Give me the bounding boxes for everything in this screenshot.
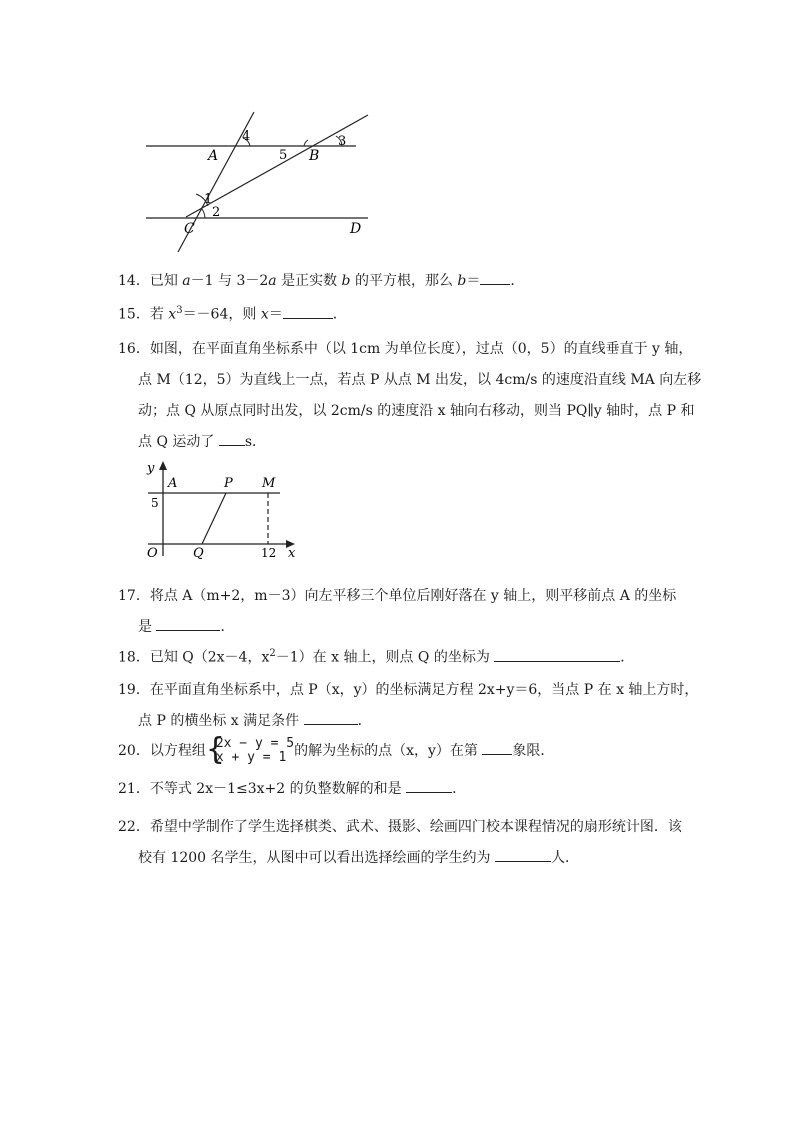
angle-arc-5 [304, 140, 308, 146]
equation-2: x + y = 1 [215, 750, 287, 765]
label-point-a: A [208, 148, 219, 164]
question-number: 20． [118, 743, 150, 759]
equation-1: 2x − y = 5 [215, 736, 295, 751]
label-5: 5 [151, 496, 159, 510]
equation-system: { 2x − y = 5 x + y = 1 [205, 732, 295, 767]
label-y: y [147, 461, 155, 476]
line-cb [186, 115, 368, 217]
answer-blank [480, 270, 510, 285]
answer-blank [219, 431, 245, 446]
label-12: 12 [261, 546, 277, 560]
question-number: 17． [118, 588, 150, 604]
question-19: 19．在平面直角坐标系中，点 P（x，y）的坐标满足方程 2x+y＝6，当点 P 在 x 轴上方时， 点 P 的横坐标 x 满足条件 ． [118, 682, 699, 729]
answer-blank [495, 847, 551, 862]
figure-coordinate-plane [140, 458, 305, 563]
question-number: 22． [118, 819, 150, 835]
question-number: 18． [118, 649, 150, 666]
question-number: 16． [118, 341, 150, 357]
question-number: 15． [118, 306, 150, 323]
label-angle-2: 2 [212, 205, 221, 220]
label-point-c: C [184, 221, 195, 237]
question-17: 17．将点 A（m+2，m－3）向左平移三个单位后刚好落在 y 轴上，则平移前点 A 的坐标 是 ． [118, 588, 677, 635]
question-14: 14．已知 a－1 与 3－2a 是正实数 b 的平方根，那么 b＝ ． [118, 270, 524, 291]
label-o: O [147, 546, 158, 561]
label-p: P [224, 476, 233, 491]
y-axis-arrow [159, 461, 167, 470]
question-22: 22．希望中学制作了学生选择棋类、武术、摄影、绘画四门校本课程情况的扇形统计图．该 校有 1200 名学生，从图中可以看出选择绘画的学生约为 人． [118, 819, 682, 866]
question-16: 16．如图，在平面直角坐标系中（以 1cm 为单位长度），过点（0，5）的直线垂直于 y 轴， 点 M（12，5）为直线上一点，若点 P 从点 M 出发，以 4cm/s 的速度沿直线 MA 向左移 动；点 Q 从原点同时出发，以 2cm/s 的速度沿 x 轴向右移动，则当 PQ∥y 轴时，点 P 和 点 Q 运动了 s． [118, 341, 702, 450]
label-x: x [288, 546, 296, 561]
label-angle-5: 5 [279, 148, 288, 163]
angle-arc-2 [202, 209, 205, 218]
label-q: Q [193, 546, 204, 561]
question-20: 20．以方程组 { 2x − y = 5 x + y = 1 的解为坐标的点（x，y）在第 象限． [118, 732, 555, 767]
figure-parallel-lines [140, 110, 380, 255]
label-angle-4: 4 [242, 129, 251, 144]
question-number: 14． [118, 273, 150, 289]
label-angle-1: 1 [204, 192, 213, 207]
question-18: 18．已知 Q（2x－4，$x^2-1$）在 x 轴上，则点 Q 的坐标为 ． [118, 648, 635, 666]
question-15: 15．若 $x^3=-64$，则 x＝ ． [118, 305, 347, 323]
question-number: 19． [118, 682, 150, 698]
label-a: A [168, 476, 178, 491]
answer-blank [494, 647, 620, 662]
label-point-d: D [350, 221, 362, 237]
answer-blank [482, 740, 512, 755]
segment-pq [202, 493, 226, 544]
label-angle-3: 3 [338, 134, 347, 149]
label-point-b: B [309, 148, 320, 164]
answer-blank [406, 778, 452, 793]
question-number: 21． [118, 781, 150, 797]
question-21: 21．不等式 2x－1≤3x+2 的负整数解的和是 ． [118, 778, 466, 799]
answer-blank [304, 710, 358, 725]
answer-blank [283, 304, 333, 319]
label-m: M [262, 476, 276, 491]
answer-blank [156, 616, 220, 631]
